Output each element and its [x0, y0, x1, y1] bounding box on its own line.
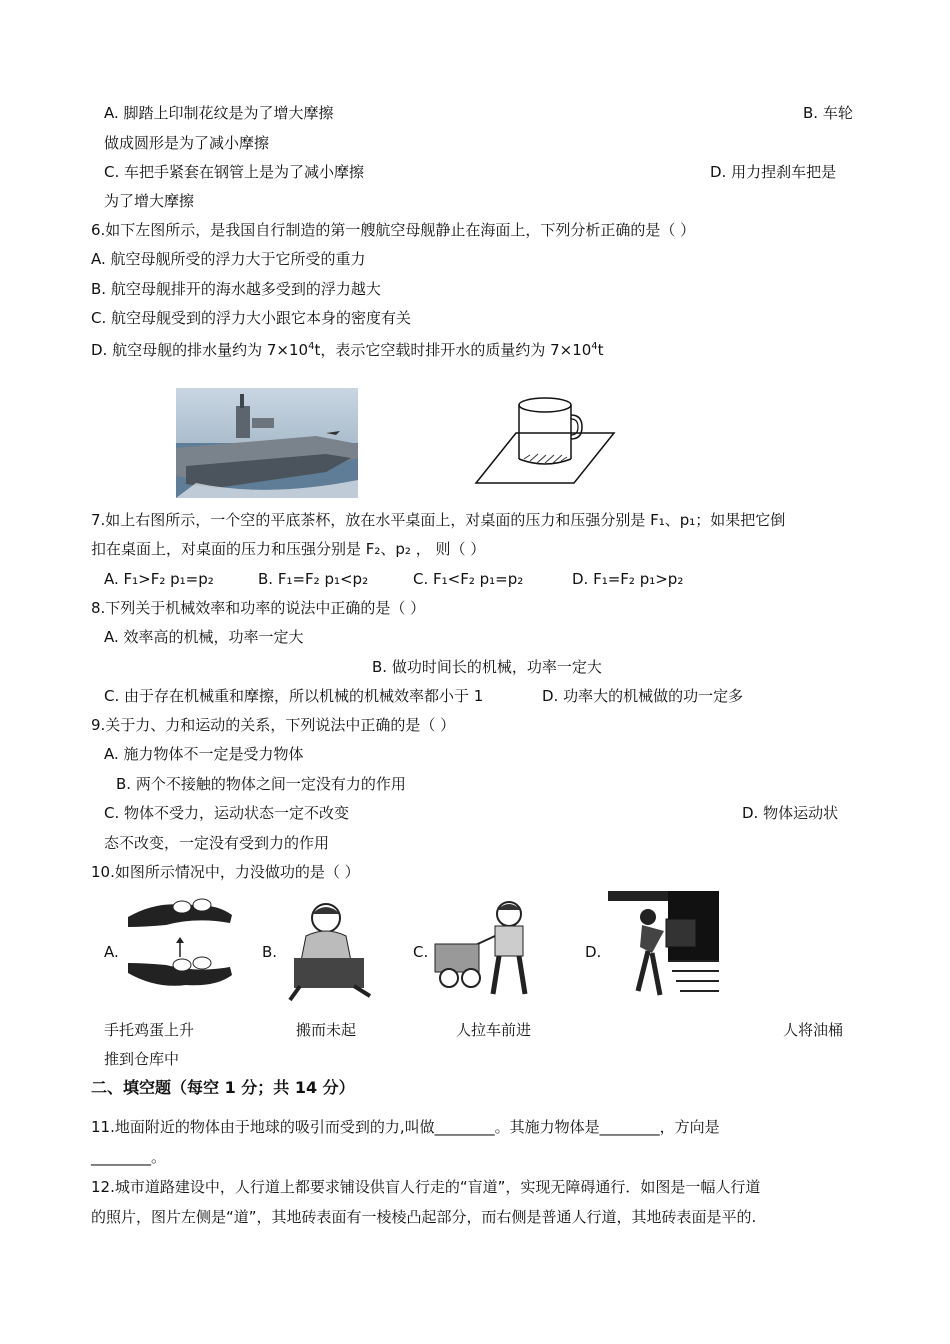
q10-label-d: D.: [585, 943, 602, 961]
q10-stem: 10.如图所示情况中，力没做功的是（ ）: [91, 863, 360, 881]
q8-option-a: A. 效率高的机械，功率一定大: [104, 628, 304, 646]
q10-label-c: C.: [413, 943, 429, 961]
q10-label-b: B.: [262, 943, 278, 961]
q10-caption-a: 手托鸡蛋上升: [104, 1021, 195, 1039]
section-heading: 二、填空题（每空 1 分；共 14 分）: [91, 1078, 355, 1097]
hand-egg-image: [126, 893, 234, 1003]
q5-option-b-cont: 做成圆形是为了减小摩擦: [104, 134, 270, 152]
q9-option-a: A. 施力物体不一定是受力物体: [104, 745, 304, 763]
q6-option-b: B. 航空母舰排开的海水越多受到的浮力越大: [91, 280, 381, 298]
aircraft-carrier-image: [176, 388, 358, 498]
q10-caption-d: 人将油桶: [783, 1021, 844, 1039]
q8-option-d: D. 功率大的机械做的功一定多: [542, 687, 744, 705]
q6-stem: 6.如下左图所示，是我国自行制造的第一艘航空母舰静止在海面上，下列分析正确的是（ ）: [91, 221, 696, 239]
q7-option-c: C. F₁<F₂ p₁=p₂: [413, 570, 524, 588]
q8-option-b: B. 做功时间长的机械，功率一定大: [372, 658, 602, 676]
q11-line1: 11.地面附近的物体由于地球的吸引而受到的力,叫做________。其施力物体是________，方向是: [91, 1118, 720, 1136]
q6-option-a: A. 航空母舰所受的浮力大于它所受的重力: [91, 250, 366, 268]
q10-label-a: A.: [104, 943, 119, 961]
q12-line1: 12.城市道路建设中，人行道上都要求铺设供盲人行走的“盲道”，实现无障碍通行．如图是一幅人行道: [91, 1178, 761, 1196]
q5-option-a: A. 脚踏上印制花纹是为了增大摩擦: [104, 104, 334, 122]
q11-line2: ________。: [91, 1148, 167, 1166]
q12-line2: 的照片，图片左侧是“道”，其地砖表面有一棱棱凸起部分，而右侧是普通人行道，其地砖表面是平的.: [91, 1208, 757, 1226]
q7-option-b: B. F₁=F₂ p₁<p₂: [258, 570, 369, 588]
pulling-cart-image: [429, 896, 537, 1002]
q7-stem-line2: 扣在桌面上，对桌面的压力和压强分别是 F₂、p₂ ， 则（ ）: [91, 540, 486, 558]
cup-on-table-image: [474, 393, 616, 487]
q9-stem: 9.关于力、力和运动的关系，下列说法中正确的是（ ）: [91, 716, 456, 734]
q5-option-d: D. 用力捏刹车把是: [710, 163, 837, 181]
q7-stem-line1: 7.如上右图所示，一个空的平底茶杯，放在水平桌面上，对桌面的压力和压强分别是 F₁、p₁；如果把它倒: [91, 511, 786, 529]
q10-caption-c: 人拉车前进: [456, 1021, 532, 1039]
q5-option-b: B. 车轮: [803, 104, 853, 122]
q10-caption-b: 搬而未起: [296, 1021, 357, 1039]
q5-option-d-cont: 为了增大摩擦: [104, 192, 195, 210]
q6-option-c: C. 航空母舰受到的浮力大小跟它本身的密度有关: [91, 309, 412, 327]
q10-caption-d-cont: 推到仓库中: [104, 1050, 180, 1068]
q8-option-c: C. 由于存在机械重和摩擦，所以机械的机械效率都小于 1: [104, 687, 484, 705]
q9-option-c: C. 物体不受力，运动状态一定不改变: [104, 804, 350, 822]
q9-option-d: D. 物体运动状: [742, 804, 839, 822]
q6-option-d: D. 航空母舰的排水量约为 $7\times 10^4t$，表示它空载时排开水的质量约为 $7\times 10^4t$: [91, 341, 604, 359]
q7-option-a: A. F₁>F₂ p₁=p₂: [104, 570, 214, 588]
q7-option-d: D. F₁=F₂ p₁>p₂: [572, 570, 684, 588]
q8-stem: 8.下列关于机械效率和功率的说法中正确的是（ ）: [91, 599, 426, 617]
q9-option-d-cont: 态不改变，一定没有受到力的作用: [104, 834, 330, 852]
q5-option-c: C. 车把手紧套在钢管上是为了减小摩擦: [104, 163, 365, 181]
pushing-barrel-image: [608, 891, 719, 1003]
lifting-box-image: [280, 896, 384, 1002]
q9-option-b: B. 两个不接触的物体之间一定没有力的作用: [116, 775, 406, 793]
